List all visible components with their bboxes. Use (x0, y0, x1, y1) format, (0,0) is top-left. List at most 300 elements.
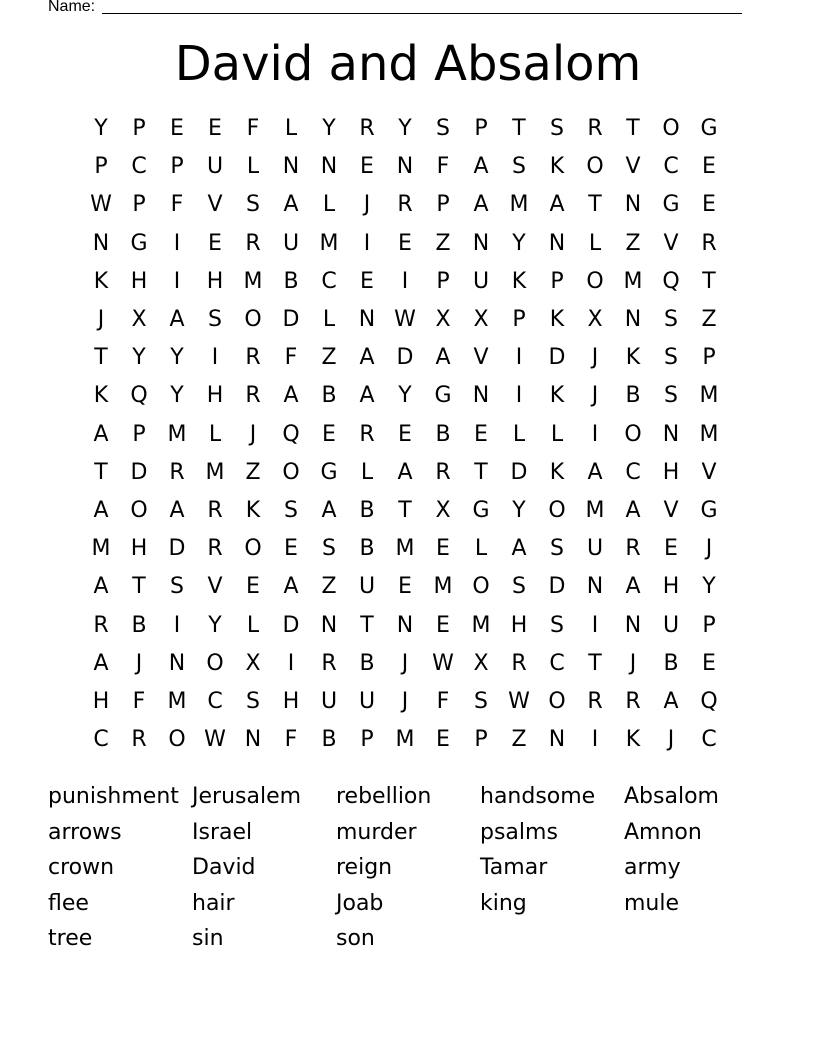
grid-letter: Z (321, 574, 337, 600)
grid-letter: E (398, 421, 412, 447)
grid-letter: D (510, 459, 528, 485)
grid-letter: Y (208, 612, 222, 638)
grid-letter: C (701, 727, 717, 753)
grid-letter: J (705, 536, 713, 562)
grid-row (82, 530, 728, 568)
grid-letter: B (435, 421, 451, 447)
grid-letter: B (625, 383, 641, 409)
grid-letter: J (591, 383, 599, 409)
grid-letter: H (130, 268, 148, 294)
grid-letter: M (623, 268, 643, 294)
word-list-item: punishment (48, 784, 179, 809)
grid-letter: J (401, 650, 409, 676)
grid-letter: N (624, 612, 642, 638)
grid-letter: O (548, 497, 566, 523)
grid-letter: E (246, 574, 260, 600)
grid-letter: D (282, 307, 300, 333)
grid-letter: B (321, 383, 337, 409)
grid-letter: R (587, 116, 603, 142)
grid-letter: A (549, 192, 565, 218)
grid-letter: K (549, 383, 565, 409)
grid-letter: A (321, 497, 337, 523)
grid-row (82, 683, 728, 721)
grid-letter: Y (132, 345, 146, 371)
word-list-item: handsome (480, 784, 596, 809)
name-field (48, 0, 742, 18)
grid-letter: Y (512, 497, 526, 523)
grid-letter: V (663, 497, 679, 523)
grid-letter: S (664, 383, 678, 409)
grid-letter: E (360, 268, 374, 294)
grid-letter: N (472, 383, 490, 409)
grid-letter: V (207, 192, 223, 218)
grid-letter: S (436, 116, 450, 142)
grid-letter: Y (398, 383, 412, 409)
grid-row (82, 263, 728, 301)
grid-letter: G (320, 459, 338, 485)
grid-letter: E (436, 536, 450, 562)
word-list-item: Amnon (624, 819, 702, 845)
grid-letter: R (245, 230, 261, 256)
grid-letter: T (94, 459, 108, 485)
grid-letter: Y (94, 116, 108, 142)
grid-letter: R (587, 688, 603, 714)
grid-letter: U (586, 536, 604, 562)
word-list-item: reign (336, 855, 393, 880)
grid-letter: M (585, 497, 605, 523)
grid-letter: T (588, 650, 602, 676)
grid-letter: R (625, 536, 641, 562)
grid-letter: M (471, 612, 491, 638)
grid-row (82, 186, 728, 224)
grid-letter: M (319, 230, 339, 256)
grid-letter: O (244, 307, 262, 333)
letter-grid (82, 110, 728, 759)
grid-letter: T (132, 574, 146, 600)
grid-letter: R (245, 345, 261, 371)
grid-letter: G (700, 497, 718, 523)
grid-letter: O (472, 574, 490, 600)
grid-letter: R (359, 421, 375, 447)
grid-letter: T (94, 345, 108, 371)
grid-letter: T (360, 612, 374, 638)
grid-row (82, 416, 728, 454)
grid-letter: L (512, 421, 526, 447)
page-title: David and Absalom (174, 36, 642, 92)
grid-letter: S (664, 345, 678, 371)
grid-row (82, 492, 728, 530)
grid-letter: P (94, 154, 108, 180)
grid-letter: R (207, 536, 223, 562)
grid-letter: R (245, 383, 261, 409)
grid-letter: O (282, 459, 300, 485)
grid-letter: Q (700, 688, 718, 714)
grid-letter: K (549, 307, 565, 333)
grid-letter: A (93, 421, 109, 447)
grid-letter: G (472, 497, 490, 523)
grid-letter: A (587, 459, 603, 485)
grid-letter: S (208, 307, 222, 333)
grid-letter: P (474, 116, 488, 142)
grid-letter: O (206, 650, 224, 676)
grid-letter: P (512, 307, 526, 333)
grid-letter: C (663, 154, 679, 180)
word-list-item: son (336, 926, 375, 951)
grid-letter: P (550, 268, 564, 294)
grid-letter: E (398, 230, 412, 256)
grid-letter: A (359, 345, 375, 371)
grid-letter: W (432, 650, 454, 676)
grid-letter: Q (662, 268, 680, 294)
grid-letter: Z (321, 345, 337, 371)
grid-letter: R (701, 230, 717, 256)
grid-letter: Y (398, 116, 412, 142)
grid-letter: P (132, 421, 146, 447)
grid-letter: C (131, 154, 147, 180)
grid-letter: X (587, 307, 603, 333)
grid-letter: I (173, 230, 181, 256)
grid-letter: K (93, 268, 109, 294)
grid-letter: M (205, 459, 225, 485)
grid-letter: E (360, 154, 374, 180)
grid-letter: F (284, 727, 298, 753)
grid-letter: M (91, 536, 111, 562)
grid-letter: R (93, 612, 109, 638)
grid-letter: I (515, 383, 523, 409)
word-list-item: murder (336, 819, 417, 845)
grid-letter: A (283, 383, 299, 409)
word-list-item: Israel (192, 819, 253, 845)
grid-letter: P (132, 192, 146, 218)
grid-letter: N (396, 154, 414, 180)
grid-letter: L (550, 421, 564, 447)
grid-letter: Z (245, 459, 261, 485)
grid-letter: B (359, 536, 375, 562)
grid-letter: K (625, 345, 641, 371)
word-list-item: sin (192, 926, 224, 951)
grid-letter: A (625, 497, 641, 523)
grid-letter: N (624, 307, 642, 333)
grid-letter: I (591, 727, 599, 753)
grid-letter: E (322, 421, 336, 447)
grid-letter: Q (130, 383, 148, 409)
grid-letter: R (625, 688, 641, 714)
word-list-item: hair (192, 890, 235, 916)
grid-letter: N (244, 727, 262, 753)
grid-letter: M (395, 727, 415, 753)
grid-letter: B (283, 268, 299, 294)
grid-letter: N (320, 154, 338, 180)
grid-letter: D (548, 574, 566, 600)
grid-letter: O (624, 421, 642, 447)
grid-letter: B (359, 497, 375, 523)
grid-letter: N (662, 421, 680, 447)
grid-letter: A (663, 688, 679, 714)
grid-row (82, 568, 728, 606)
grid-letter: K (245, 497, 261, 523)
grid-letter: E (702, 192, 716, 218)
grid-letter: Y (702, 574, 716, 600)
word-list-item: Tamar (480, 855, 548, 880)
grid-letter: J (97, 307, 105, 333)
grid-row (82, 339, 728, 377)
grid-letter: Q (282, 421, 300, 447)
grid-letter: J (135, 650, 143, 676)
grid-letter: W (394, 307, 416, 333)
grid-letter: A (473, 154, 489, 180)
grid-letter: O (168, 727, 186, 753)
grid-letter: E (436, 727, 450, 753)
grid-letter: P (702, 345, 716, 371)
grid-letter: S (322, 536, 336, 562)
grid-letter: H (130, 536, 148, 562)
grid-letter: J (591, 345, 599, 371)
word-list-item: flee (48, 890, 89, 916)
grid-letter: L (360, 459, 374, 485)
grid-letter: O (130, 497, 148, 523)
grid-letter: S (512, 574, 526, 600)
grid-letter: B (131, 612, 147, 638)
grid-letter: A (511, 536, 527, 562)
grid-letter: Z (701, 307, 717, 333)
grid-letter: Y (512, 230, 526, 256)
grid-letter: V (663, 230, 679, 256)
grid-letter: F (436, 154, 450, 180)
grid-letter: Y (170, 383, 184, 409)
grid-letter: H (662, 459, 680, 485)
grid-letter: N (624, 192, 642, 218)
grid-letter: N (320, 612, 338, 638)
grid-letter: T (398, 497, 412, 523)
grid-letter: E (436, 612, 450, 638)
grid-letter: A (169, 307, 185, 333)
grid-letter: T (474, 459, 488, 485)
grid-letter: T (702, 268, 716, 294)
grid-letter: I (591, 612, 599, 638)
grid-letter: F (246, 116, 260, 142)
grid-letter: X (473, 650, 489, 676)
grid-letter: E (474, 421, 488, 447)
grid-letter: X (473, 307, 489, 333)
grid-letter: L (284, 116, 298, 142)
grid-letter: A (625, 574, 641, 600)
grid-letter: K (549, 154, 565, 180)
grid-letter: O (586, 154, 604, 180)
grid-row (82, 645, 728, 683)
grid-letter: S (550, 116, 564, 142)
grid-letter: P (360, 727, 374, 753)
word-list-item: Absalom (624, 784, 719, 809)
grid-letter: R (359, 116, 375, 142)
grid-letter: T (512, 116, 526, 142)
grid-letter: M (699, 383, 719, 409)
grid-letter: M (509, 192, 529, 218)
grid-letter: R (397, 192, 413, 218)
grid-letter: E (702, 650, 716, 676)
word-list-item: army (624, 855, 681, 880)
grid-letter: N (472, 230, 490, 256)
grid-letter: K (625, 727, 641, 753)
grid-letter: X (435, 497, 451, 523)
grid-letter: O (548, 688, 566, 714)
grid-letter: X (435, 307, 451, 333)
grid-letter: C (625, 459, 641, 485)
grid-letter: A (397, 459, 413, 485)
grid-letter: I (591, 421, 599, 447)
grid-letter: D (282, 612, 300, 638)
grid-letter: N (92, 230, 110, 256)
grid-letter: Y (322, 116, 336, 142)
grid-letter: E (208, 116, 222, 142)
grid-letter: L (588, 230, 602, 256)
grid-letter: L (322, 307, 336, 333)
grid-letter: J (667, 727, 675, 753)
grid-row (82, 454, 728, 492)
grid-letter: I (287, 650, 295, 676)
grid-letter: N (396, 612, 414, 638)
grid-letter: M (167, 688, 187, 714)
grid-letter: A (473, 192, 489, 218)
grid-letter: Z (511, 727, 527, 753)
grid-letter: Z (625, 230, 641, 256)
grid-letter: S (284, 497, 298, 523)
grid-row (82, 606, 728, 644)
grid-letter: R (169, 459, 185, 485)
grid-letter: Z (435, 230, 451, 256)
grid-letter: Y (170, 345, 184, 371)
grid-letter: R (207, 497, 223, 523)
grid-letter: U (282, 230, 300, 256)
word-list-item: rebellion (336, 784, 432, 809)
grid-letter: W (204, 727, 226, 753)
grid-letter: M (167, 421, 187, 447)
grid-row (82, 301, 728, 339)
word-list-item: king (480, 890, 527, 916)
grid-letter: S (246, 688, 260, 714)
grid-letter: K (549, 459, 565, 485)
grid-letter: C (321, 268, 337, 294)
grid-letter: E (170, 116, 184, 142)
word-list-item: David (192, 855, 256, 880)
grid-letter: R (321, 650, 337, 676)
grid-letter: D (396, 345, 414, 371)
grid-letter: A (435, 345, 451, 371)
grid-letter: I (173, 612, 181, 638)
grid-letter: E (664, 536, 678, 562)
grid-letter: B (321, 727, 337, 753)
grid-letter: S (550, 536, 564, 562)
grid-letter: I (515, 345, 523, 371)
grid-letter: A (93, 574, 109, 600)
grid-letter: W (90, 192, 112, 218)
word-list-item: Jerusalem (192, 784, 302, 809)
grid-letter: F (132, 688, 146, 714)
grid-letter: K (93, 383, 109, 409)
grid-letter: T (588, 192, 602, 218)
grid-letter: I (363, 230, 371, 256)
grid-letter: M (433, 574, 453, 600)
grid-letter: L (208, 421, 222, 447)
grid-letter: V (473, 345, 489, 371)
grid-letter: N (282, 154, 300, 180)
grid-letter: O (586, 268, 604, 294)
grid-letter: D (168, 536, 186, 562)
grid-letter: L (474, 536, 488, 562)
grid-row (82, 225, 728, 263)
grid-letter: S (664, 307, 678, 333)
grid-letter: E (702, 154, 716, 180)
grid-letter: C (93, 727, 109, 753)
grid-letter: P (474, 727, 488, 753)
grid-letter: M (699, 421, 719, 447)
grid-letter: O (244, 536, 262, 562)
grid-letter: U (320, 688, 338, 714)
grid-letter: V (625, 154, 641, 180)
grid-letter: N (548, 727, 566, 753)
grid-letter: X (245, 650, 261, 676)
grid-letter: J (363, 192, 371, 218)
grid-letter: P (436, 268, 450, 294)
grid-letter: P (436, 192, 450, 218)
grid-letter: N (168, 650, 186, 676)
grid-letter: C (549, 650, 565, 676)
grid-letter: O (662, 116, 680, 142)
grid-letter: F (170, 192, 184, 218)
word-list-item: psalms (480, 819, 558, 845)
word-list-item: Joab (336, 890, 384, 916)
grid-row (82, 148, 728, 186)
grid-letter: P (132, 116, 146, 142)
grid-letter: S (550, 612, 564, 638)
grid-letter: E (208, 230, 222, 256)
grid-letter: J (629, 650, 637, 676)
grid-letter: S (246, 192, 260, 218)
grid-letter: U (662, 612, 680, 638)
grid-letter: E (284, 536, 298, 562)
grid-letter: T (626, 116, 640, 142)
grid-letter: R (435, 459, 451, 485)
grid-letter: H (206, 268, 224, 294)
grid-row (82, 377, 728, 415)
grid-letter: G (662, 192, 680, 218)
grid-letter: H (662, 574, 680, 600)
name-underline (102, 13, 742, 14)
grid-letter: D (548, 345, 566, 371)
grid-letter: V (207, 574, 223, 600)
grid-letter: U (472, 268, 490, 294)
word-list-item: mule (624, 890, 680, 916)
grid-letter: H (510, 612, 528, 638)
grid-letter: J (401, 688, 409, 714)
grid-letter: D (130, 459, 148, 485)
grid-letter: P (170, 154, 184, 180)
grid-letter: N (586, 574, 604, 600)
grid-letter: U (358, 688, 376, 714)
grid-letter: N (548, 230, 566, 256)
grid-letter: M (395, 536, 415, 562)
grid-letter: U (358, 574, 376, 600)
grid-letter: L (322, 192, 336, 218)
grid-letter: I (173, 268, 181, 294)
grid-letter: B (663, 650, 679, 676)
grid-letter: S (474, 688, 488, 714)
grid-letter: B (359, 650, 375, 676)
grid-letter: A (169, 497, 185, 523)
grid-letter: F (436, 688, 450, 714)
grid-letter: A (93, 650, 109, 676)
word-list-item: tree (48, 926, 93, 951)
grid-letter: L (246, 154, 260, 180)
